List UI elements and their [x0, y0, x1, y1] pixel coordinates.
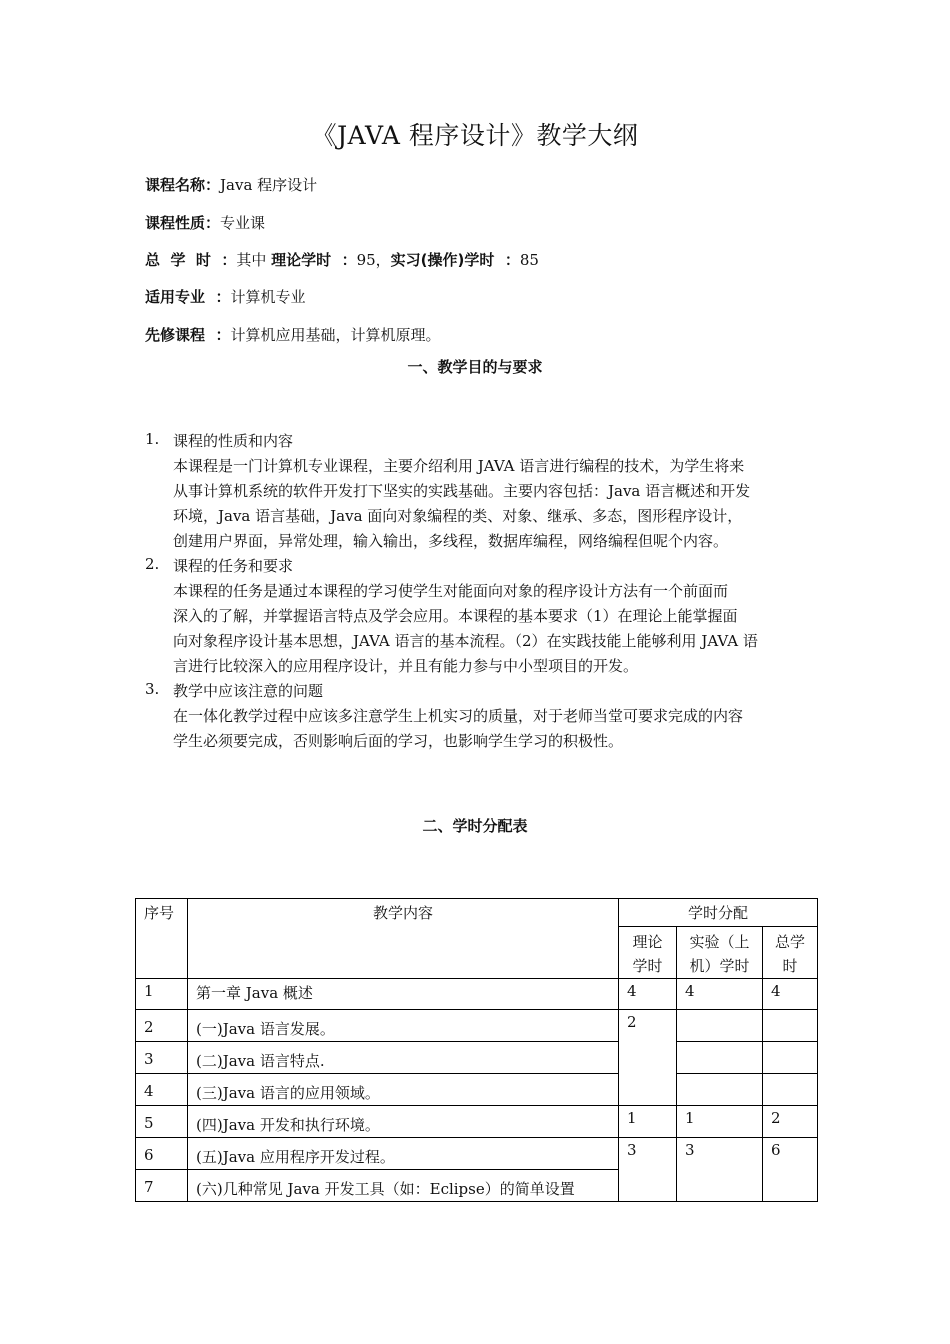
header-total: 总学时	[763, 927, 818, 979]
paragraph-line: 深入的了解，并掌握语言特点及学会应用。本课程的基本要求（1）在理论上能掌握面	[173, 607, 738, 625]
course-major	[145, 286, 305, 307]
cell-total: 4	[763, 979, 818, 1010]
item-title: 教学中应该注意的问题	[173, 682, 324, 700]
section-heading-objectives: 一、教学目的与要求	[407, 358, 543, 376]
paragraph-line: 学生必须要完成，否则影响后面的学习，也影响学生学习的积极性。	[173, 732, 624, 750]
paragraph-line: 本课程的任务是通过本课程的学习使学生对能面向对象的程序设计方法有一个前面而	[173, 582, 729, 600]
cell-lab: 4	[677, 979, 763, 1010]
paragraph-line: 环境，Java 语言基础，Java 面向对象编程的类、对象、继承、多态，图形程序设计，	[173, 507, 743, 525]
cell-lab: 1	[677, 1106, 763, 1138]
cell-content: (四)Java 开发和执行环境。	[188, 1106, 619, 1138]
practice-hours-label: 实习(操作)学时 ：	[390, 251, 520, 269]
cell-total	[763, 1010, 818, 1042]
cell-seq: 4	[136, 1074, 188, 1106]
theory-hours-label: 理论学时 ：	[271, 251, 357, 269]
cell-lab	[677, 1074, 763, 1106]
cell-content: (一)Java 语言发展。	[188, 1010, 619, 1042]
item-number: 2.	[145, 555, 160, 573]
cell-seq: 6	[136, 1138, 188, 1170]
cell-seq: 3	[136, 1042, 188, 1074]
cell-content: (三)Java 语言的应用领域。	[188, 1074, 619, 1106]
header-lab: 实验（上机）学时	[677, 927, 763, 979]
major-value: 计算机专业	[230, 288, 306, 306]
cell-content: (六)几种常见 Java 开发工具（如：Eclipse）的简单设置	[188, 1170, 619, 1202]
cell-total: 6	[763, 1138, 818, 1202]
header-allocation: 学时分配	[619, 899, 818, 927]
paragraph-line: 创建用户界面，异常处理，输入输出，多线程，数据库编程，网络编程但呢个内容。	[173, 532, 729, 550]
cell-content: 第一章 Java 概述	[188, 979, 619, 1010]
prereq-value: 计算机应用基础，计算机原理。	[230, 326, 441, 344]
course-name-label: 课程名称：	[145, 176, 221, 194]
cell-theory: 3	[619, 1138, 677, 1202]
cell-total	[763, 1042, 818, 1074]
hours-prefix: 其中	[236, 251, 272, 269]
item-number: 1.	[145, 430, 160, 448]
page-title: 《JAVA 程序设计》教学大纲	[311, 121, 639, 150]
course-nature-label: 课程性质：	[145, 214, 221, 232]
table-row	[136, 1042, 818, 1074]
paragraph-line: 言进行比较深入的应用程序设计，并且有能力参与中小型项目的开发。	[173, 657, 639, 675]
item-title: 课程的性质和内容	[173, 432, 294, 450]
header-content: 教学内容	[188, 899, 619, 979]
cell-seq: 1	[136, 979, 188, 1010]
paragraph-line: 向对象程序设计基本思想，JAVA 语言的基本流程。（2）在实践技能上能够利用 JAVA 语	[173, 632, 758, 650]
cell-content: (五)Java 应用程序开发过程。	[188, 1138, 619, 1170]
theory-hours-value: 95，	[356, 251, 391, 269]
cell-lab	[677, 1042, 763, 1074]
table-row	[136, 1074, 818, 1106]
table-row	[136, 1138, 818, 1170]
cell-lab: 3	[677, 1138, 763, 1202]
course-hours	[145, 249, 539, 270]
table-row	[136, 979, 818, 1010]
item-number: 3.	[145, 680, 160, 698]
hours-label: 总 学 时 ：	[145, 251, 237, 269]
prereq-label: 先修课程 ：	[145, 326, 231, 344]
table-header-row	[136, 899, 818, 927]
cell-total: 2	[763, 1106, 818, 1138]
cell-seq: 5	[136, 1106, 188, 1138]
header-seq: 序号	[136, 899, 188, 979]
major-label: 适用专业 ：	[145, 288, 231, 306]
cell-content: (二)Java 语言特点.	[188, 1042, 619, 1074]
cell-lab	[677, 1010, 763, 1042]
cell-theory: 2	[619, 1010, 677, 1106]
paragraph-line: 从事计算机系统的软件开发打下坚实的实践基础。主要内容包括：Java 语言概述和开发	[173, 482, 751, 500]
cell-total	[763, 1074, 818, 1106]
paragraph-line: 本课程是一门计算机专业课程，主要介绍利用 JAVA 语言进行编程的技术，为学生将来	[173, 457, 745, 475]
course-name-value: Java 程序设计	[220, 176, 318, 194]
course-prerequisites	[145, 324, 440, 345]
table-row	[136, 1010, 818, 1042]
course-nature	[145, 212, 265, 233]
course-name	[145, 174, 317, 195]
item-title: 课程的任务和要求	[173, 557, 294, 575]
cell-seq: 7	[136, 1170, 188, 1202]
practice-hours-value: 85	[519, 251, 539, 269]
hours-allocation-table	[135, 898, 818, 1202]
course-nature-value: 专业课	[220, 214, 266, 232]
table-row	[136, 1106, 818, 1138]
paragraph-line: 在一体化教学过程中应该多注意学生上机实习的质量，对于老师当堂可要求完成的内容	[173, 707, 744, 725]
cell-seq: 2	[136, 1010, 188, 1042]
header-theory: 理论学时	[619, 927, 677, 979]
cell-theory: 4	[619, 979, 677, 1010]
cell-theory: 1	[619, 1106, 677, 1138]
section-heading-hours: 二、学时分配表	[422, 817, 528, 835]
